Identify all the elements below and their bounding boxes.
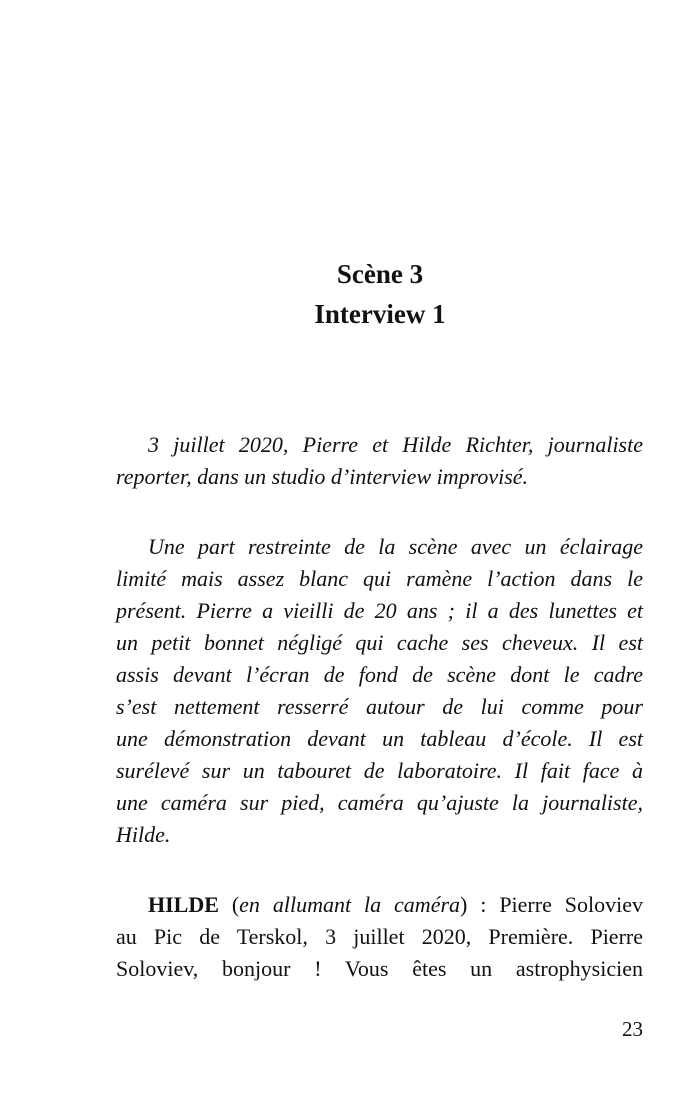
text-line: présent. Pierre a vieilli de 20 ans ; il a des lunettes et: [116, 598, 643, 623]
text-line: Soloviev, bonjour ! Vous êtes un astrophysicien: [116, 956, 643, 981]
text-line: Hilde.: [116, 822, 171, 847]
page-number: 23: [622, 1017, 643, 1041]
text-line: au Pic de Terskol, 3 juillet 2020, Première. Pierre: [116, 924, 643, 949]
text-line: s’est nettement resserré autour de lui comme pour: [116, 694, 643, 719]
text-line: reporter, dans un studio d’interview improvisé.: [116, 464, 529, 489]
text-fragment: ) : Pierre Soloviev: [460, 892, 643, 917]
text-line: assis devant l’écran de fond de scène dont le cadre: [116, 662, 643, 687]
text-line: un petit bonnet négligé qui cache ses cheveux. Il est: [116, 630, 643, 655]
stage-direction-inline: en allumant la caméra: [239, 892, 461, 917]
dialogue-first-line: [148, 891, 643, 919]
text-line: limité mais assez blanc qui ramène l’action dans le: [116, 566, 643, 591]
text-line: Une part restreinte de la scène avec un éclairage: [148, 534, 643, 559]
scene-title: Interview 1: [314, 299, 446, 329]
text-fragment: (: [218, 892, 240, 917]
speaker-name: HILDE: [148, 892, 219, 917]
text-line: 3 juillet 2020, Pierre et Hilde Richter, journaliste: [148, 432, 643, 457]
text-line: une caméra sur pied, caméra qu’ajuste la journaliste,: [116, 790, 643, 815]
scene-number: Scène 3: [336, 259, 424, 289]
text-line: une démonstration devant un tableau d’école. Il est: [116, 726, 643, 751]
text-line: surélevé sur un tabouret de laboratoire. Il fait face à: [116, 758, 643, 783]
